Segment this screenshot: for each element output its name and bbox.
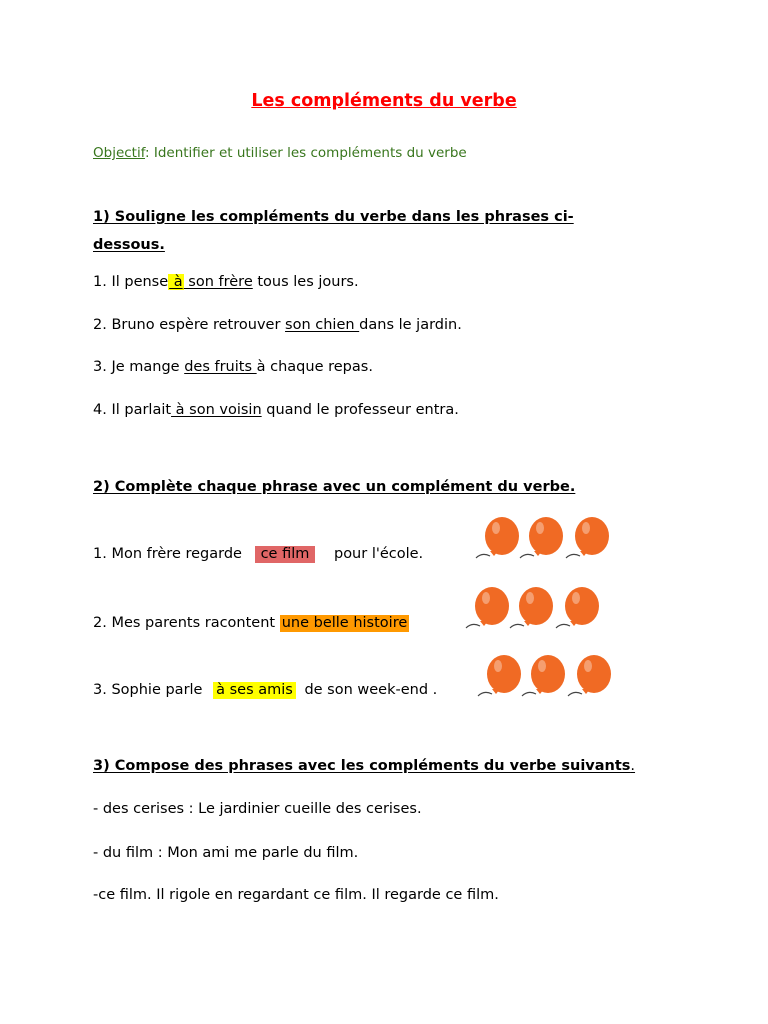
objective-label: Objectif (93, 145, 145, 161)
balloon-icon (478, 655, 521, 696)
objective-text: : Identifier et utiliser les compléments du verbe (145, 145, 467, 161)
balloon-icon (466, 587, 509, 628)
sentence-text: Il pense (111, 274, 169, 290)
sentence-text: à chaque repas. (256, 359, 373, 375)
highlighted-complement: à (169, 274, 183, 290)
sentence-text: dans le jardin. (359, 317, 462, 333)
section3-title-end: . (630, 758, 636, 774)
sentence-number: 2. (93, 317, 107, 333)
section2-title: 2) Complète chaque phrase avec un complément du verbe. (93, 479, 576, 495)
sentence-text: Il parlait (111, 402, 172, 418)
section3-title-text: 3) Compose des phrases avec les compléments du verbe suivants (93, 758, 631, 774)
balloon-group-3 (474, 652, 624, 704)
sentence-text: Mes parents racontent (111, 615, 276, 631)
balloon-icon (556, 587, 599, 628)
sentence-number: 1. (93, 546, 107, 562)
sentence-number: 3. (93, 682, 107, 698)
sentence-text: Sophie parle (111, 682, 203, 698)
section1-sentence-2 (93, 317, 462, 333)
sentence-text: tous les jours. (252, 274, 359, 290)
balloon-icon (568, 655, 611, 696)
underlined-complement: des fruits (184, 359, 257, 375)
sentence-text: Bruno espère retrouver (111, 317, 286, 333)
balloon-icon (510, 587, 553, 628)
sentence-text: pour l'école. (333, 546, 424, 562)
page-title: Les compléments du verbe (251, 91, 517, 111)
section1-sentence-3 (93, 359, 373, 375)
section3-line-1: - des cerises : Le jardinier cueille des cerises. (93, 801, 422, 817)
underlined-complement: son frère (183, 274, 253, 290)
sentence-number: 3. (93, 359, 107, 375)
balloon-group-1 (472, 514, 622, 566)
section2-sentence-1 (93, 546, 423, 563)
balloon-icon (520, 517, 563, 558)
balloon-icon (566, 517, 609, 558)
underlined-complement: à son voisin (171, 402, 262, 418)
section2-sentence-2 (93, 615, 409, 632)
sentence-number: 4. (93, 402, 107, 418)
sentence-text: de son week-end . (304, 682, 438, 698)
section2-sentence-3 (93, 682, 437, 699)
sentence-number: 1. (93, 274, 107, 290)
balloon-icon (476, 517, 519, 558)
answer-complement: à ses amis (213, 682, 296, 699)
section3-line-3: -ce film. Il rigole en regardant ce film. Il regarde ce film. (93, 887, 499, 903)
objective-line (93, 145, 467, 161)
answer-complement: ce film (255, 546, 316, 563)
balloon-icon (522, 655, 565, 696)
section3-line-2: - du film : Mon ami me parle du film. (93, 845, 359, 861)
section1-sentence-1 (93, 274, 359, 290)
section3-title (93, 758, 635, 774)
sentence-text: Mon frère regarde (111, 546, 242, 562)
section1-sentence-4 (93, 402, 459, 418)
section1-title: 1) Souligne les compléments du verbe dans les phrases ci-dessous. (93, 209, 574, 253)
underlined-complement: son chien (285, 317, 360, 333)
answer-complement: une belle histoire (281, 615, 408, 631)
sentence-text: Je mange (111, 359, 185, 375)
balloon-group-2 (462, 584, 612, 636)
sentence-number: 2. (93, 615, 107, 631)
sentence-text: quand le professeur entra. (261, 402, 459, 418)
